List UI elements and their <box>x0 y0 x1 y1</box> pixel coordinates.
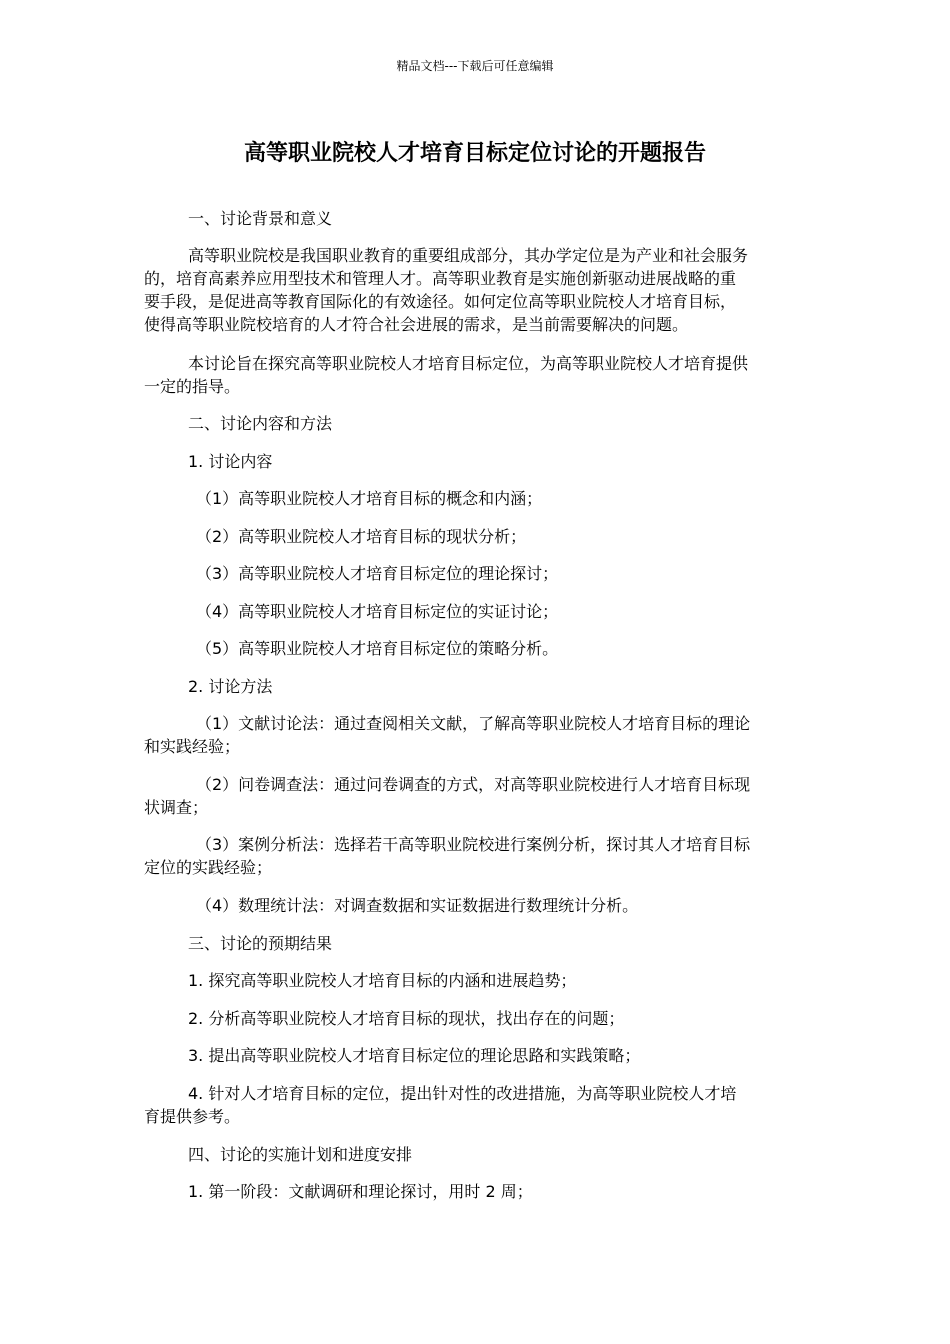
document-title: 高等职业院校人才培育目标定位讨论的开题报告 <box>243 141 706 166</box>
paragraph-line: 高等职业院校是我国职业教育的重要组成部分，其办学定位是为产业和社会服务 <box>188 246 749 265</box>
content-item-5: （5）高等职业院校人才培育目标定位的策略分析。 <box>196 639 559 658</box>
content-item-2: （2）高等职业院校人才培育目标的现状分析； <box>196 527 527 546</box>
section-4-heading: 四、讨论的实施计划和进度安排 <box>188 1145 413 1164</box>
paragraph-line: 和实践经验； <box>144 737 241 756</box>
result-item-1: 1. 探究高等职业院校人才培育目标的内涵和进展趋势； <box>188 971 577 990</box>
section-1-paragraph-1 <box>144 244 806 336</box>
section-2-heading: 二、讨论内容和方法 <box>188 414 333 433</box>
section-1-paragraph-2 <box>144 352 806 398</box>
paragraph-line: 的，培育高素养应用型技术和管理人才。高等职业教育是实施创新驱动进展战略的重 <box>144 269 737 288</box>
result-item-2: 2. 分析高等职业院校人才培育目标的现状，找出存在的问题； <box>188 1009 625 1028</box>
paragraph-line: （1）文献讨论法：通过查阅相关文献，了解高等职业院校人才培育目标的理论 <box>196 714 751 733</box>
method-item-2 <box>144 773 806 819</box>
paragraph-line: （2）问卷调查法：通过问卷调查的方式，对高等职业院校进行人才培育目标现 <box>196 775 751 794</box>
paragraph-line: 4. 针对人才培育目标的定位，提出针对性的改进措施，为高等职业院校人才培 <box>188 1084 737 1103</box>
section-3-heading: 三、讨论的预期结果 <box>188 934 333 953</box>
method-item-3 <box>144 833 806 879</box>
paragraph-line: 使得高等职业院校培育的人才符合社会进展的需求，是当前需要解决的问题。 <box>144 315 689 334</box>
paragraph-line: 定位的实践经验； <box>144 858 273 877</box>
method-item-1 <box>144 712 806 758</box>
content-item-3: （3）高等职业院校人才培育目标定位的理论探讨； <box>196 564 559 583</box>
result-item-3: 3. 提出高等职业院校人才培育目标定位的理论思路和实践策略； <box>188 1046 641 1065</box>
plan-item-1: 1. 第一阶段：文献调研和理论探讨，用时 2 周； <box>188 1182 533 1201</box>
paragraph-line: 育提供参考。 <box>144 1107 241 1126</box>
paragraph-line: 一定的指导。 <box>144 377 241 396</box>
content-item-1: （1）高等职业院校人才培育目标的概念和内涵； <box>196 489 543 508</box>
page-header-note: 精品文档---下载后可任意编辑 <box>396 59 554 73</box>
section-1-heading: 一、讨论背景和意义 <box>188 209 333 228</box>
methods-subheading: 2. 讨论方法 <box>188 677 273 696</box>
content-item-4: （4）高等职业院校人才培育目标定位的实证讨论； <box>196 602 559 621</box>
result-item-4 <box>144 1082 806 1128</box>
paragraph-line: （3）案例分析法：选择若干高等职业院校进行案例分析，探讨其人才培育目标 <box>196 835 751 854</box>
paragraph-line: 要手段，是促进高等教育国际化的有效途径。如何定位高等职业院校人才培育目标， <box>144 292 737 311</box>
paragraph-line: 本讨论旨在探究高等职业院校人才培育目标定位，为高等职业院校人才培育提供 <box>188 354 749 373</box>
content-subheading: 1. 讨论内容 <box>188 452 273 471</box>
method-item-4: （4）数理统计法：对调查数据和实证数据进行数理统计分析。 <box>196 896 639 915</box>
paragraph-line: 状调查； <box>144 798 209 817</box>
